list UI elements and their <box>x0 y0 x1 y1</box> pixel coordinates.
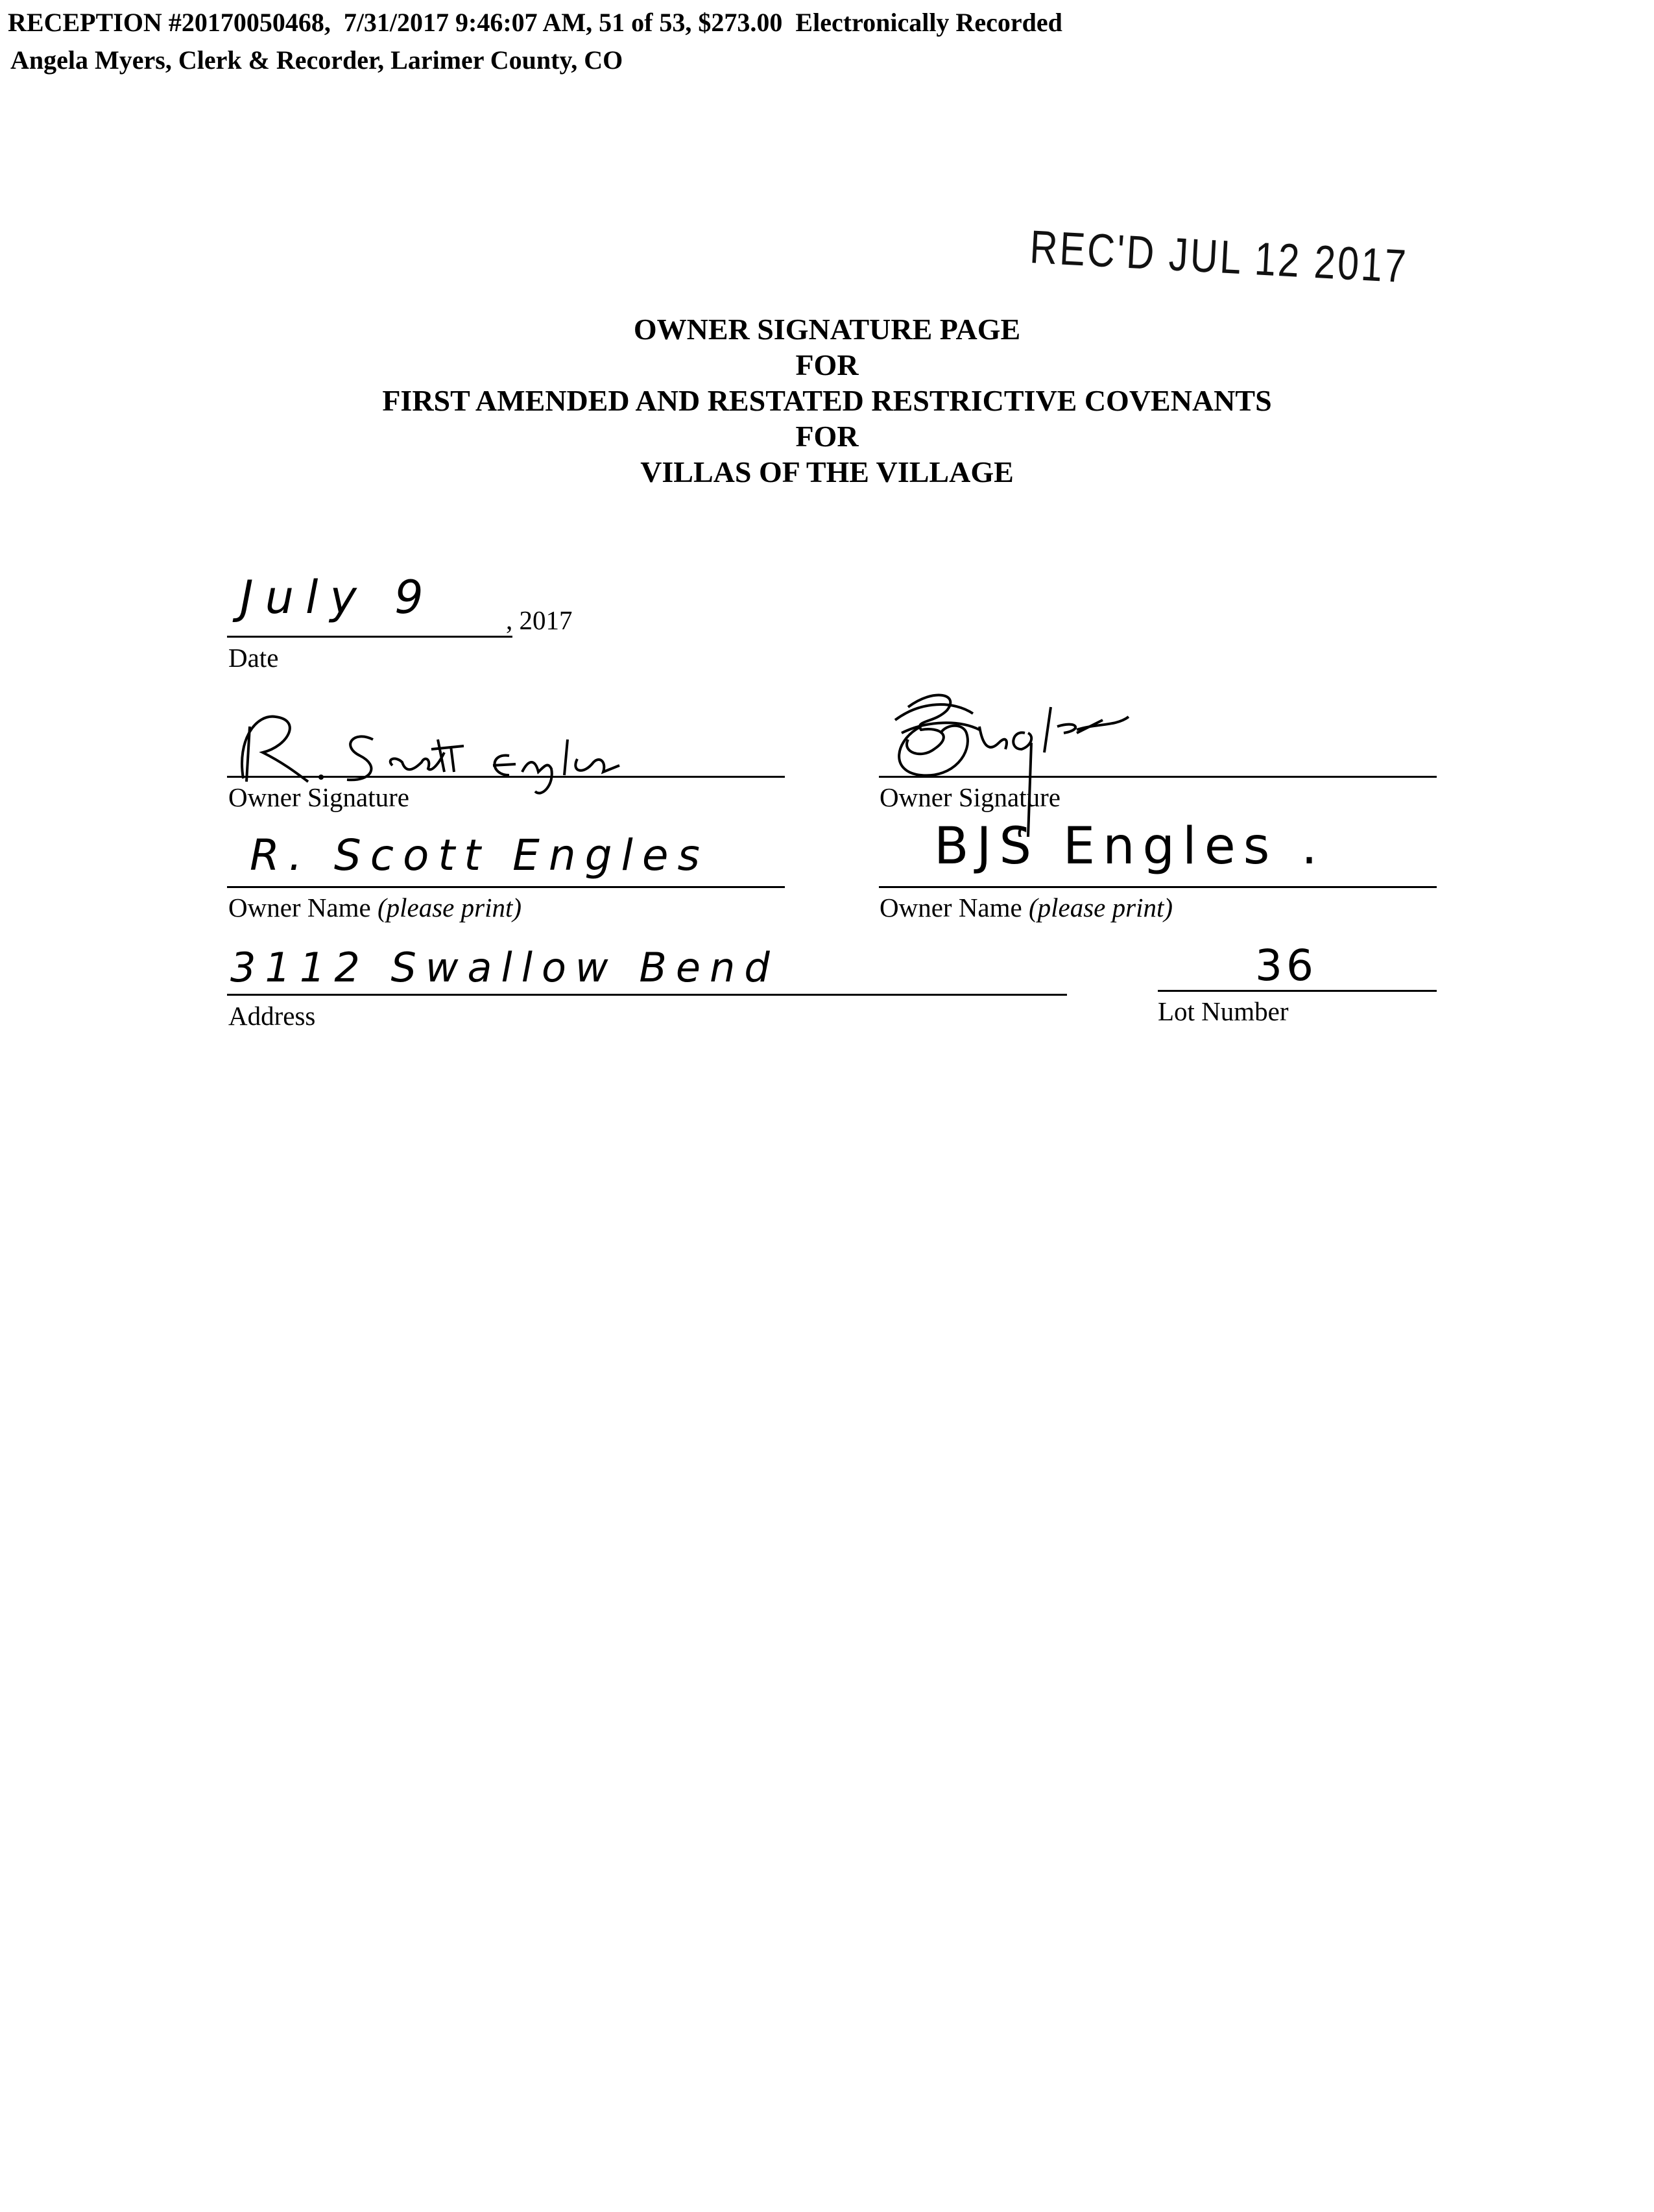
owner2-name-label <box>880 892 1173 923</box>
address-line <box>227 994 1067 996</box>
owner1-name-label-hint: (please print) <box>377 893 522 922</box>
lot-number-line <box>1158 990 1437 992</box>
owner2-name-label-hint: (please print) <box>1028 893 1173 922</box>
recording-header-line-1: RECEPTION #20170050468, 7/31/2017 9:46:07 AM, 51 of 53, $273.00 Electronically Recorded <box>8 8 1062 37</box>
recording-header-line-2: Angela Myers, Clerk & Recorder, Larimer County, CO <box>10 45 623 75</box>
date-year: , 2017 <box>506 605 573 635</box>
owner2-name-line <box>879 886 1437 888</box>
title-line-5: VILLAS OF THE VILLAGE <box>640 455 1014 488</box>
title-line-2: FOR <box>795 348 859 381</box>
owner1-signature-line <box>227 776 785 778</box>
owner2-signature-line <box>879 776 1437 778</box>
owner2-name-label-text: Owner Name <box>880 893 1022 922</box>
owner1-name-label <box>228 892 521 923</box>
address-handwritten: 3112 Swallow Bend <box>230 944 779 991</box>
owner1-name-line <box>227 886 785 888</box>
owner2-signature <box>882 681 1219 837</box>
title-line-1: OWNER SIGNATURE PAGE <box>633 313 1021 346</box>
lot-number-label: Lot Number <box>1158 996 1289 1026</box>
date-line <box>227 636 512 638</box>
address-label: Address <box>228 1001 316 1031</box>
title-line-3: FIRST AMENDED AND RESTATED RESTRICTIVE COVENANTS <box>382 384 1272 417</box>
owner1-name-label-text: Owner Name <box>228 893 371 922</box>
recording-header <box>8 4 1062 79</box>
owner2-signature-label: Owner Signature <box>880 782 1061 812</box>
title-line-4: FOR <box>795 420 859 453</box>
date-handwritten: July 9 <box>240 571 435 624</box>
received-stamp: REC'D JUL 12 2017 <box>1028 221 1409 293</box>
owner1-printed-name: R. Scott Engles <box>250 830 709 880</box>
date-label: Date <box>228 643 279 673</box>
document-title <box>0 311 1654 490</box>
owner1-signature-label: Owner Signature <box>228 782 409 812</box>
lot-number-handwritten: 36 <box>1255 941 1317 991</box>
owner2-printed-name: BJS Engles . <box>934 817 1325 876</box>
